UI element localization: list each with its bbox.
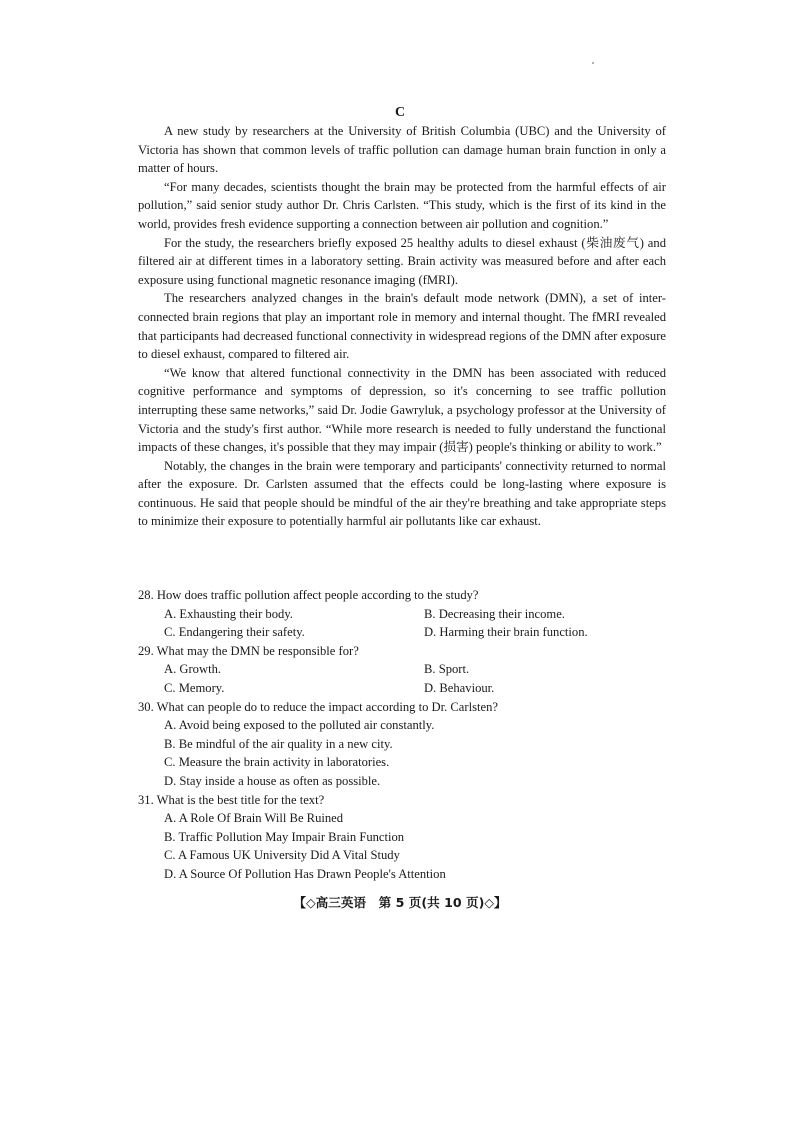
option-c: C. Endangering their safety. [164,625,305,640]
question-29 [138,642,666,698]
scan-dot [592,62,594,64]
option-b: B. Sport. [424,662,470,677]
option-grid [138,660,666,697]
question-stem: 28. How does traffic pollution affect people according to the study? [138,588,479,602]
section-label: C [394,105,406,120]
option-b: B. Be mindful of the air quality in a new city. [164,736,393,751]
passage-paragraph: Notably, the changes in the brain were temporary and participants' connectivity returned to normal after the exposure. Dr. Carlsten assumed that the effects could be long-lasting where exposure is continuous. He said that people should be mindful of the air they're breathing and take appropriate steps to minimize their exposure to potentially harmful air pollutants like car exhaust. [138,458,666,529]
question-stem: 31. What is the best title for the text? [138,792,325,807]
passage-paragraph: The researchers analyzed changes in the brain's default mode network (DMN), a set of inter-connected brain regions that play an important role in memory and internal thought. The fMRI revealed that participants had decreased functional connectivity in widespread regions of the DMN after exposure to diesel exhaust, compared to filtered air. [138,291,666,362]
question-stem: 30. What can people do to reduce the impact according to Dr. Carlsten? [138,699,498,714]
question-list [138,586,666,884]
option-d: D. Behaviour. [424,680,495,695]
option-a: A. Avoid being exposed to the polluted air constantly. [164,718,435,733]
question-30 [138,698,666,791]
reading-passage [138,122,666,531]
option-b: B. Traffic Pollution May Impair Brain Function [164,829,405,844]
option-a: A. Exhausting their body. [164,606,293,621]
option-a: A. Growth. [164,662,222,677]
option-c: C. A Famous UK University Did A Vital Study [164,848,400,863]
passage-paragraph: A new study by researchers at the University of British Columbia (UBC) and the University of Victoria has shown that common levels of traffic pollution can damage human brain function in only a matter of hours. [138,124,666,176]
option-list [138,716,666,790]
option-d: D. Stay inside a house as often as possible. [164,773,381,788]
passage-paragraph: “For many decades, scientists thought the brain may be protected from the harmful effects of air pollution,” said senior study author Dr. Chris Carlsten. “This study, which is the first of its kind in the world, provides fresh evidence supporting a connection between air pollution and cognition.” [138,179,666,231]
option-list [138,809,666,883]
question-stem: 29. What may the DMN be responsible for? [138,643,359,658]
passage-paragraph: For the study, the researchers briefly exposed 25 healthy adults to diesel exhaust (柴油废气) and filtered air at different times in a laboratory setting. Brain activity was measured before and after each exposure using functional magnetic resonance imaging (fMRI). [138,235,666,287]
option-d: D. Harming their brain function. [424,625,588,640]
question-31 [138,791,666,884]
option-d: D. A Source Of Pollution Has Drawn People's Attention [164,866,446,881]
option-c: C. Measure the brain activity in laboratories. [164,755,390,770]
option-grid [138,605,666,642]
option-a: A. A Role Of Brain Will Be Ruined [164,811,344,826]
question-28 [138,586,666,642]
option-b: B. Decreasing their income. [424,606,565,621]
option-c: C. Memory. [164,680,225,695]
page-footer: 【◇高三英语 第 5 页(共 10 页)◇】 [293,895,507,910]
passage-paragraph: “We know that altered functional connectivity in the DMN has been associated with reduced cognitive performance and symptoms of depression, so it's concerning to see traffic pollution interrupting these same networks,” said Dr. Jodie Gawryluk, a psychology professor at the University of Victoria and the study's first author. “While more research is needed to fully understand the functional impacts of these changes, it's possible that they may impair (损害) people's thinking or ability to work.” [138,365,666,455]
